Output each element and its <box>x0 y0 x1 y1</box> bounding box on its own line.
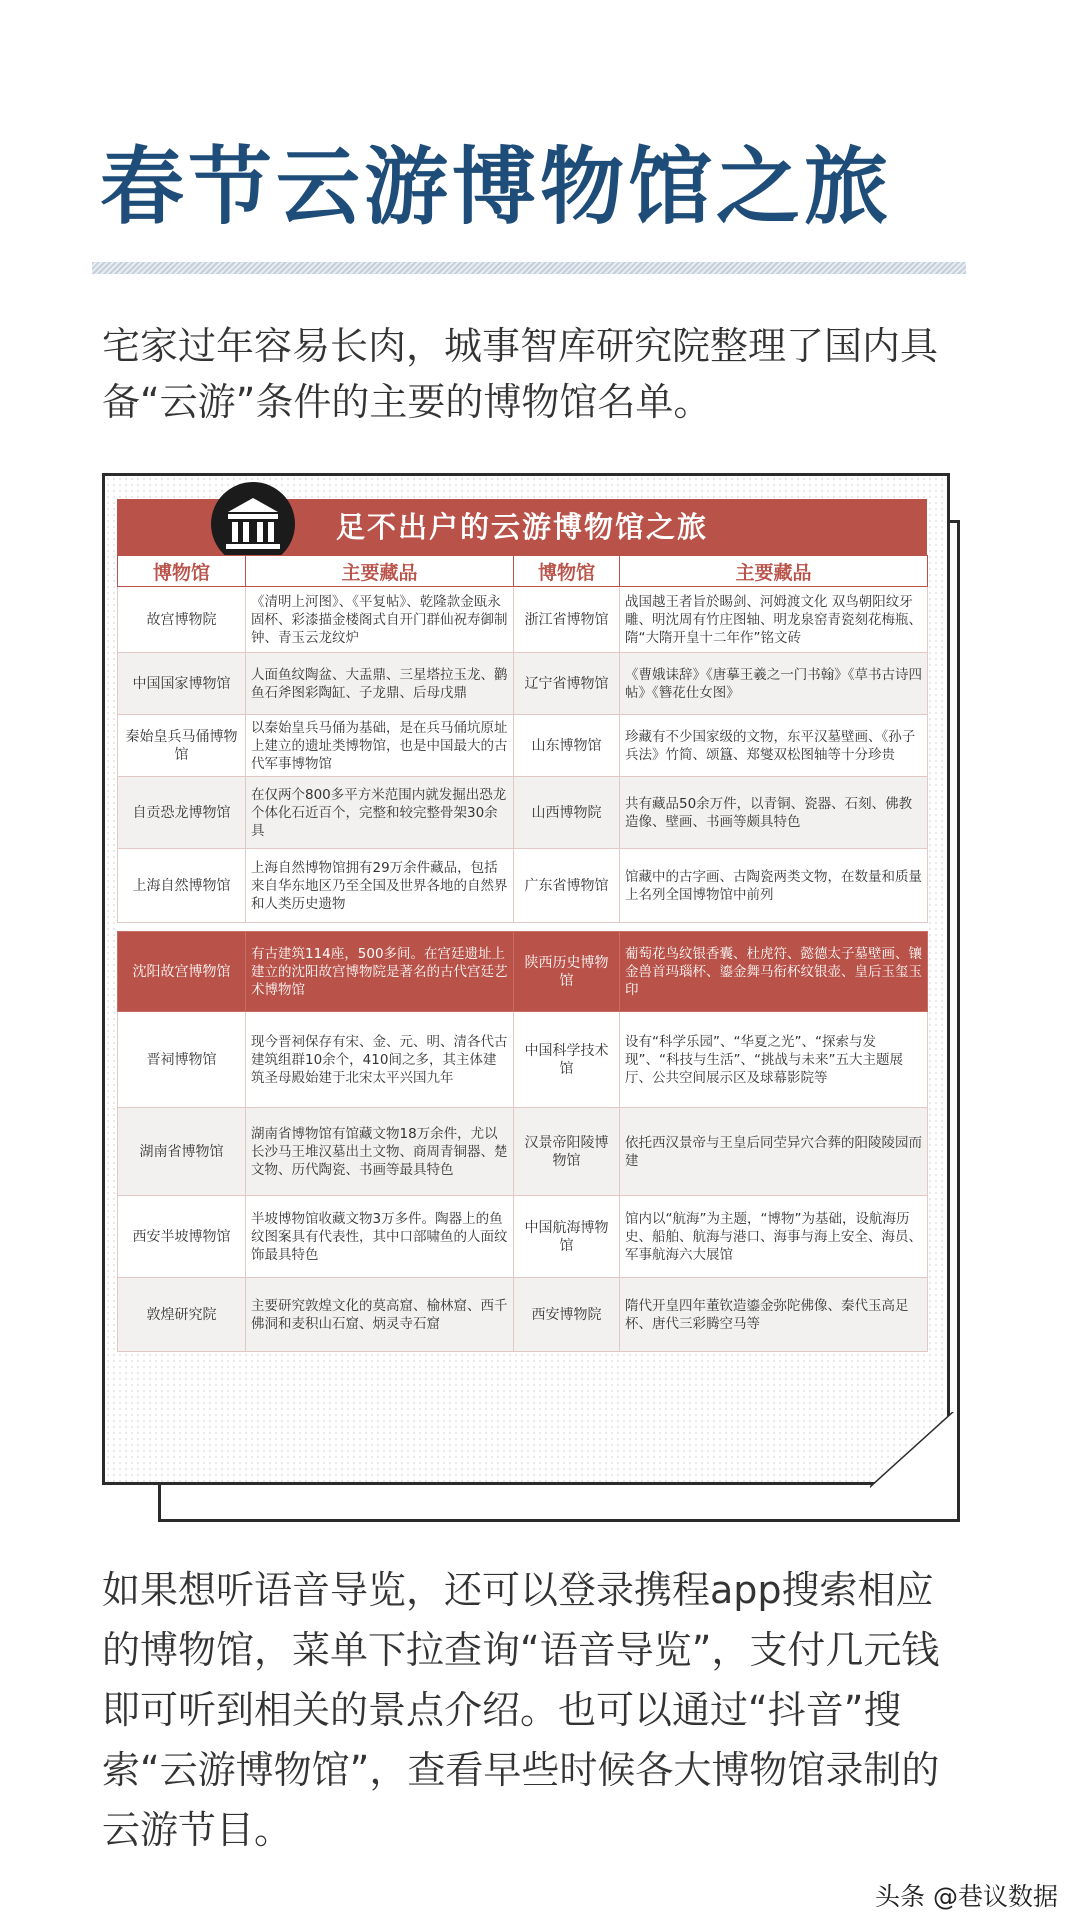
header-collection-right: 主要藏品 <box>620 556 928 587</box>
collection-left: 在仅两个800多平方米范围内就发掘出恐龙个体化石近百个，完整和较完整骨架30余具 <box>246 777 514 849</box>
collection-left: 半坡博物馆收藏文物3万多件。陶器上的鱼纹图案具有代表性，其中口部啸鱼的人面纹饰最具特色 <box>246 1196 514 1278</box>
page-curl-icon <box>870 1412 954 1488</box>
footer-credit: 头条 @巷议数据 <box>875 1882 1058 1911</box>
museum-name-right: 中国科学技术馆 <box>514 1012 620 1108</box>
table-section-gap <box>118 923 928 932</box>
table-row <box>118 653 928 715</box>
collection-left: 主要研究敦煌文化的莫高窟、榆林窟、西千佛洞和麦积山石窟、炳灵寺石窟 <box>246 1278 514 1352</box>
collection-right: 馆内以“航海”为主题，“博物”为基础，设航海历史、船舶、航海与港口、海事与海上安全、海员、军事航海六大展馆 <box>620 1196 928 1278</box>
collection-right: 隋代开皇四年董钦造鎏金弥陀佛像、秦代玉高足杯、唐代三彩腾空马等 <box>620 1278 928 1352</box>
collection-right: 馆藏中的古字画、古陶瓷两类文物，在数量和质量上名列全国博物馆中前列 <box>620 849 928 923</box>
museum-name-left: 故宫博物院 <box>118 587 246 653</box>
table-header-row <box>118 556 928 587</box>
collection-left: 现今晋祠保存有宋、金、元、明、清各代古建筑组群10余个，410间之多，其主体建筑圣母殿始建于北宋太平兴国九年 <box>246 1012 514 1108</box>
table-row <box>118 1108 928 1196</box>
museum-name-left: 秦始皇兵马俑博物馆 <box>118 715 246 777</box>
museum-name-left: 敦煌研究院 <box>118 1278 246 1352</box>
collection-right: 依托西汉景帝与王皇后同茔异穴合葬的阳陵陵园而建 <box>620 1108 928 1196</box>
gap-cell <box>118 923 928 932</box>
museum-name-right: 浙江省博物馆 <box>514 587 620 653</box>
museum-name-left: 晋祠博物馆 <box>118 1012 246 1108</box>
museum-name-right: 陕西历史博物馆 <box>514 932 620 1012</box>
collection-right: 共有藏品50余万件，以青铜、瓷器、石刻、佛教造像、壁画、书画等颇具特色 <box>620 777 928 849</box>
museum-name-right: 西安博物院 <box>514 1278 620 1352</box>
museum-name-left: 湖南省博物馆 <box>118 1108 246 1196</box>
collection-left: 有古建筑114座，500多间。在宫廷遗址上建立的沈阳故宫博物院是著名的古代宫廷艺术博物馆 <box>246 932 514 1012</box>
collection-left: 人面鱼纹陶盆、大盂鼎、三星塔拉玉龙、鹳鱼石斧图彩陶缸、子龙鼎、后母戊鼎 <box>246 653 514 715</box>
table-row <box>118 1196 928 1278</box>
collection-right: 《曹娥诔辞》《唐摹王羲之一门书翰》《草书古诗四帖》《簪花仕女图》 <box>620 653 928 715</box>
museum-name-left: 自贡恐龙博物馆 <box>118 777 246 849</box>
museum-table <box>117 555 928 1352</box>
collection-right: 葡萄花鸟纹银香囊、杜虎符、懿德太子墓壁画、镶金兽首玛瑙杯、鎏金舞马衔杯纹银壶、皇后玉玺玉印 <box>620 932 928 1012</box>
museum-name-right: 山东博物馆 <box>514 715 620 777</box>
museum-name-left: 西安半坡博物馆 <box>118 1196 246 1278</box>
collection-right: 珍藏有不少国家级的文物，东平汉墓壁画、《孙子兵法》竹简、颂簋、郑燮双松图轴等十分珍贵 <box>620 715 928 777</box>
collection-left: 上海自然博物馆拥有29万余件藏品，包括来自华东地区乃至全国及世界各地的自然界和人类历史遗物 <box>246 849 514 923</box>
collection-left: 《清明上河图》、《平复帖》、乾隆款金瓯永固杯、彩漆描金楼阁式自开门群仙祝寿御制钟、青玉云龙纹炉 <box>246 587 514 653</box>
table-row <box>118 715 928 777</box>
header-collection-left: 主要藏品 <box>246 556 514 587</box>
outro-paragraph: 如果想听语音导览，还可以登录携程app搜索相应的博物馆，菜单下拉查询“语音导览”，支付几元钱即可听到相关的景点介绍。也可以通过“抖音”搜索“云游博物馆”，查看早些时候各大博物馆录制的云游节目。 <box>102 1568 940 1852</box>
museum-name-left: 沈阳故宫博物馆 <box>118 932 246 1012</box>
table-row <box>118 849 928 923</box>
museum-name-right: 汉景帝阳陵博物馆 <box>514 1108 620 1196</box>
museum-name-left: 中国国家博物馆 <box>118 653 246 715</box>
table-row <box>118 587 928 653</box>
collection-right: 战国越王者旨於睗剑、河姆渡文化 双鸟朝阳纹牙雕、明沈周有竹庄图轴、明龙泉窑青瓷刻花梅瓶、隋“大隋开皇十二年作”铭文砖 <box>620 587 928 653</box>
museum-name-right: 辽宁省博物馆 <box>514 653 620 715</box>
card-title: 足不出户的云游博物馆之旅 <box>117 499 927 555</box>
collection-left: 以秦始皇兵马俑为基础，是在兵马俑坑原址上建立的遗址类博物馆，也是中国最大的古代军事博物馆 <box>246 715 514 777</box>
collection-left: 湖南省博物馆有馆藏文物18万余件，尤以长沙马王堆汉墓出土文物、商周青铜器、楚文物、历代陶瓷、书画等最具特色 <box>246 1108 514 1196</box>
table-row <box>118 777 928 849</box>
museum-name-right: 山西博物院 <box>514 777 620 849</box>
table-row <box>118 932 928 1012</box>
page-title: 春节云游博物馆之旅 <box>100 138 893 236</box>
header-museum-left: 博物馆 <box>118 556 246 587</box>
header-museum-right: 博物馆 <box>514 556 620 587</box>
collection-right: 设有“科学乐园”、“华夏之光”、“探索与发现”、“科技与生活”、“挑战与未来”五大主题展厅、公共空间展示区及球幕影院等 <box>620 1012 928 1108</box>
title-divider <box>92 262 966 274</box>
museum-name-left: 上海自然博物馆 <box>118 849 246 923</box>
museum-name-right: 中国航海博物馆 <box>514 1196 620 1278</box>
table-row <box>118 1012 928 1108</box>
table-row <box>118 1278 928 1352</box>
intro-paragraph: 宅家过年容易长肉，城事智库研究院整理了国内具备“云游”条件的主要的博物馆名单。 <box>102 324 939 424</box>
museum-name-right: 广东省博物馆 <box>514 849 620 923</box>
